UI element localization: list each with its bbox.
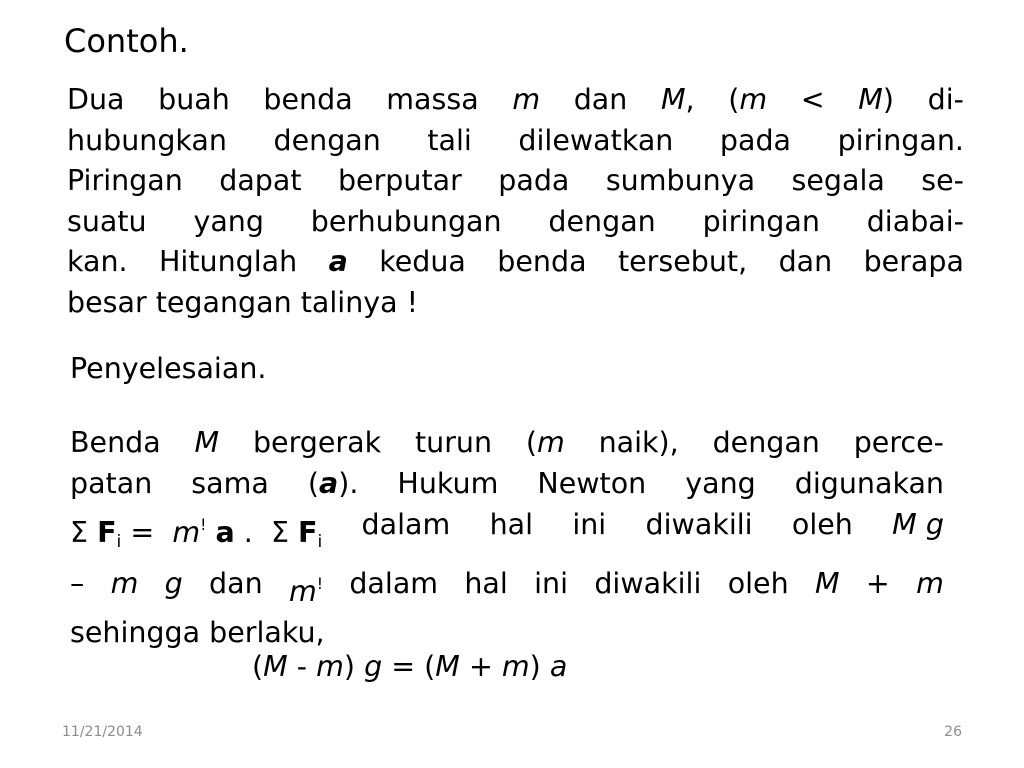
- text-line: hubungkan dengan tali dilewatkan pada piringan.: [67, 123, 964, 157]
- solution-paragraph: [70, 422, 944, 653]
- solution-heading: Penyelesaian.: [70, 352, 267, 385]
- text-line: suatu yang berhubungan dengan piringan diabai-: [67, 204, 964, 238]
- equation: (M - m) g = (M + m) a: [252, 650, 568, 683]
- text-line: kan. Hitunglah a kedua benda tersebut, dan berapa: [67, 245, 964, 279]
- text-line: Piringan dapat berputar pada sumbunya segala se-: [67, 164, 964, 198]
- text-line: Σ $F_i = m^!$ a . Σ $F_i$ dalam hal ini diwakili oleh M g: [70, 508, 944, 552]
- text-line: sehingga berlaku,: [70, 615, 325, 649]
- footer-page-number: 26: [944, 724, 962, 740]
- text-line: patan sama (a). Hukum Newton yang digunakan: [70, 467, 944, 500]
- problem-paragraph: [67, 80, 964, 324]
- footer-date: 11/21/2014: [62, 724, 143, 740]
- text-line: Benda M bergerak turun (m naik), dengan perce-: [70, 426, 944, 459]
- text-line: – m g dan m! dalam hal ini diwakili oleh M + m: [70, 566, 944, 608]
- text-line: Dua buah benda massa m dan M, (m < M) di-: [67, 83, 964, 116]
- text-line: besar tegangan talinya !: [67, 285, 419, 319]
- slide-title: Contoh.: [64, 22, 189, 60]
